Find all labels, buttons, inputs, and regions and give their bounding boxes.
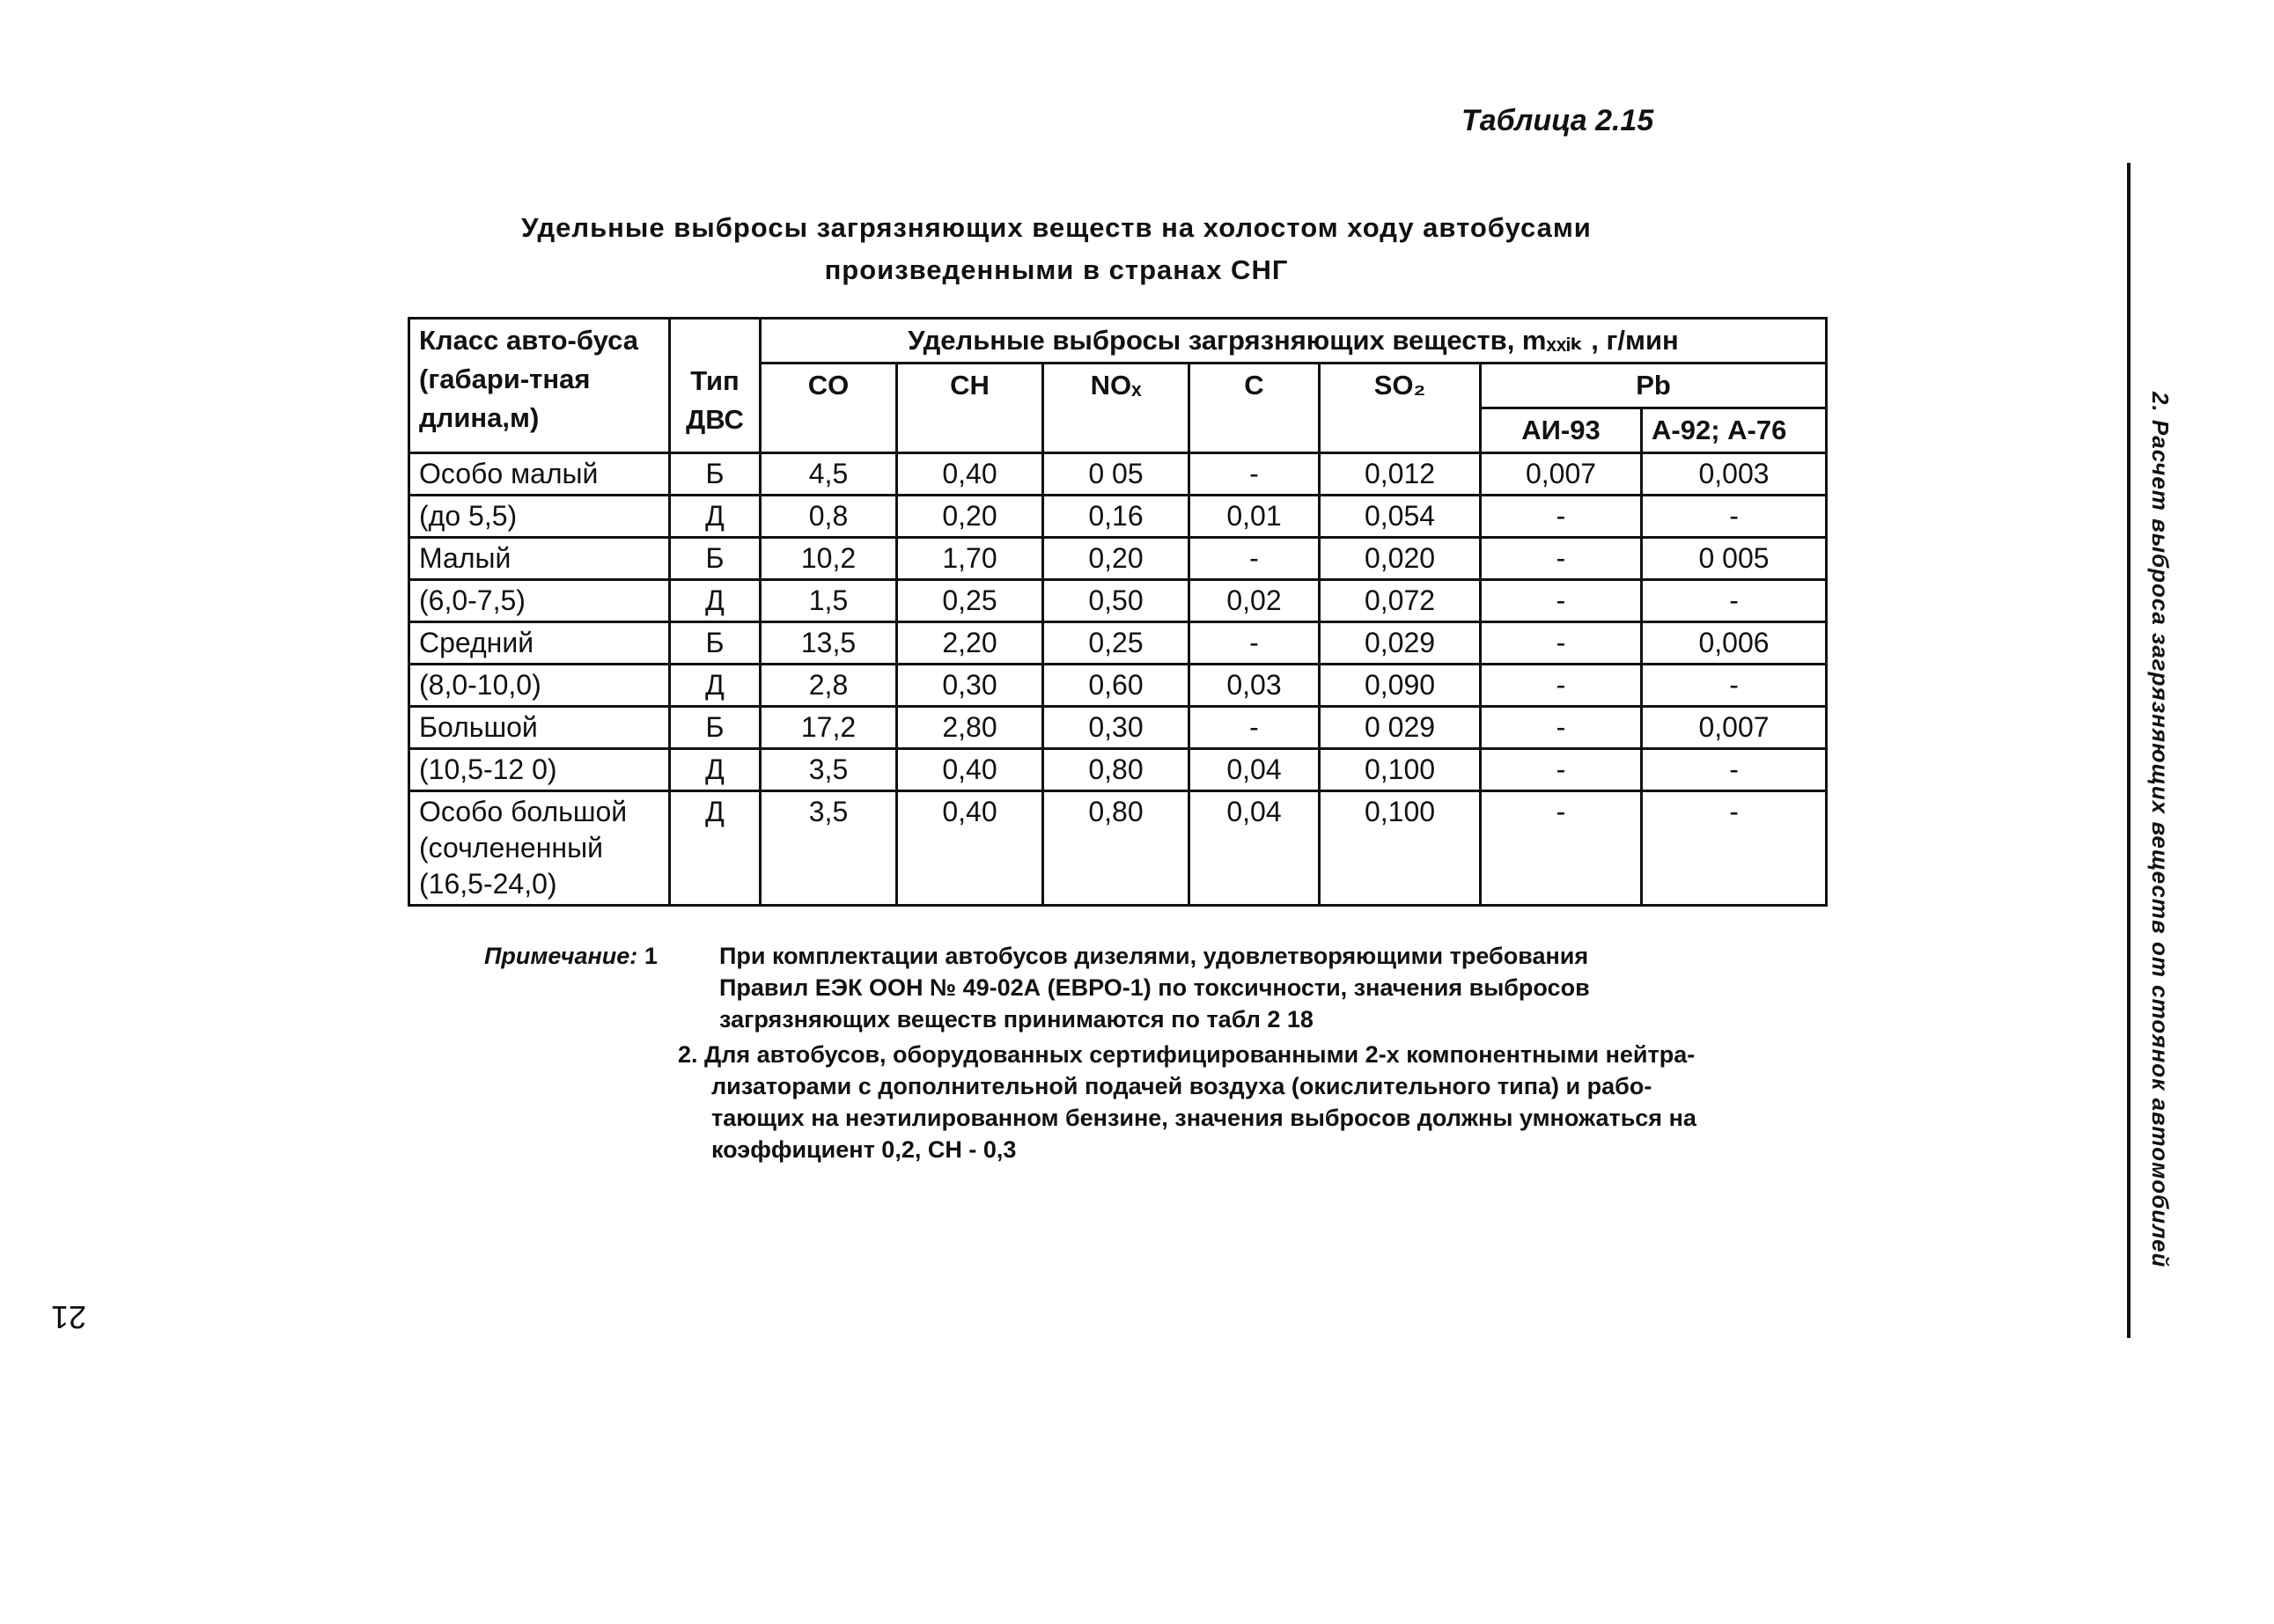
row-nox: 0,80 (1043, 791, 1189, 906)
row-c: 0,03 (1189, 665, 1320, 707)
note-line: При комплектации автобусов дизелями, удовлетворяющими требования (719, 943, 1589, 969)
row-pb92: - (1642, 496, 1827, 538)
row-nox: 0,60 (1043, 665, 1189, 707)
header-co: CO (761, 364, 897, 453)
row-pb93: - (1481, 665, 1642, 707)
note-line: лизаторами с дополнительной подачей воздуха (окислительного типа) и рабо- (711, 1073, 1652, 1099)
note-line: 2. Для автобусов, оборудованных сертифицированными 2-х компонентными нейтра- (678, 1041, 1696, 1068)
note-line: коэффициент 0,2, CH - 0,3 (711, 1136, 1017, 1163)
row-class-line: (16,5-24,0) (419, 868, 557, 900)
row-nox: 0,50 (1043, 580, 1189, 622)
row-c: 0,02 (1189, 580, 1320, 622)
row-so2: 0 029 (1320, 707, 1481, 749)
row-ch: 0,40 (897, 749, 1043, 791)
header-so2: SO₂ (1320, 364, 1481, 453)
table-row (409, 749, 1827, 791)
note-line: загрязняющих веществ принимаются по табл 2 18 (719, 1006, 1314, 1032)
header-group-title: Удельные выбросы загрязняющих веществ, mₓₓᵢₖ , г/мин (761, 319, 1827, 364)
row-type: Д (670, 791, 761, 906)
row-class: Особо малый (409, 453, 670, 496)
emissions-table (408, 317, 1828, 907)
row-class: (6,0-7,5) (409, 580, 670, 622)
row-nox: 0,20 (1043, 538, 1189, 580)
row-so2: 0,072 (1320, 580, 1481, 622)
title-line-2: произведенными в странах СНГ (824, 254, 1289, 285)
row-type: Б (670, 453, 761, 496)
row-type: Б (670, 707, 761, 749)
table-row (409, 707, 1827, 749)
row-type: Б (670, 538, 761, 580)
row-nox: 0 05 (1043, 453, 1189, 496)
row-co: 1,5 (761, 580, 897, 622)
table-row (409, 622, 1827, 665)
row-so2: 0,029 (1320, 622, 1481, 665)
row-class: (10,5-12 0) (409, 749, 670, 791)
title-line-1: Удельные выбросы загрязняющих веществ на холостом ходу автобусами (521, 212, 1592, 243)
table-row (409, 791, 1827, 906)
header-class: Класс авто-буса (габари-тная длина,м) (409, 319, 670, 453)
row-so2: 0,100 (1320, 749, 1481, 791)
table-number: Таблица 2.15 (1461, 104, 1654, 137)
row-ch: 0,40 (897, 791, 1043, 906)
row-class-line: Особо большой (419, 796, 628, 827)
row-pb92: - (1642, 791, 1827, 906)
margin-rule (2127, 163, 2130, 1338)
row-type: Д (670, 665, 761, 707)
row-class-line: (сочлененный (419, 832, 603, 863)
row-pb93: - (1481, 496, 1642, 538)
table-row (409, 665, 1827, 707)
row-pb92: - (1642, 749, 1827, 791)
note-line: тающих на неэтилированном бензине, значения выбросов должны умножаться на (711, 1105, 1696, 1131)
row-type: Д (670, 580, 761, 622)
header-ch: CH (897, 364, 1043, 453)
row-co: 2,8 (761, 665, 897, 707)
row-pb93: - (1481, 580, 1642, 622)
note-item-1-number: 1 (644, 943, 658, 969)
row-pb92: - (1642, 665, 1827, 707)
row-type: Д (670, 496, 761, 538)
row-class: (до 5,5) (409, 496, 670, 538)
row-c: 0,04 (1189, 791, 1320, 906)
header-c: C (1189, 364, 1320, 453)
row-co: 3,5 (761, 791, 897, 906)
row-nox: 0,16 (1043, 496, 1189, 538)
row-ch: 0,25 (897, 580, 1043, 622)
header-pb: Pb (1481, 364, 1827, 408)
note-label: Примечание: (484, 943, 638, 969)
table-title (414, 207, 1699, 291)
note-item-1-text (709, 940, 1893, 1035)
note-label-row (484, 940, 709, 1035)
row-ch: 2,20 (897, 622, 1043, 665)
row-pb93: - (1481, 791, 1642, 906)
row-class: Средний (409, 622, 670, 665)
row-pb93: - (1481, 622, 1642, 665)
header-engine-type: Тип ДВС (670, 319, 761, 453)
row-c: - (1189, 707, 1320, 749)
row-pb92: 0,006 (1642, 622, 1827, 665)
row-so2: 0,020 (1320, 538, 1481, 580)
row-ch: 0,20 (897, 496, 1043, 538)
row-class: (8,0-10,0) (409, 665, 670, 707)
row-nox: 0,25 (1043, 622, 1189, 665)
row-pb93: - (1481, 538, 1642, 580)
row-co: 17,2 (761, 707, 897, 749)
row-pb92: - (1642, 580, 1827, 622)
note-item-1 (484, 940, 1893, 1035)
note-line: Правил ЕЭК ООН № 49-02А (ЕВРО-1) по токсичности, значения выбросов (719, 974, 1590, 1001)
page-number: 21 (51, 1299, 87, 1335)
row-so2: 0,012 (1320, 453, 1481, 496)
row-class: Большой (409, 707, 670, 749)
running-head: 2. Расчет выброса загрязняющих веществ от стоянок автомобилей (2147, 392, 2174, 1268)
table-row (409, 496, 1827, 538)
header-nox: NOₓ (1043, 364, 1189, 453)
table-note (484, 940, 1893, 1165)
row-ch: 2,80 (897, 707, 1043, 749)
row-so2: 0,090 (1320, 665, 1481, 707)
row-pb93: 0,007 (1481, 453, 1642, 496)
row-nox: 0,80 (1043, 749, 1189, 791)
row-c: - (1189, 453, 1320, 496)
row-co: 10,2 (761, 538, 897, 580)
row-type: Б (670, 622, 761, 665)
row-co: 13,5 (761, 622, 897, 665)
row-c: 0,04 (1189, 749, 1320, 791)
table-row (409, 580, 1827, 622)
header-pb-a92: А-92; А-76 (1642, 408, 1827, 453)
row-ch: 1,70 (897, 538, 1043, 580)
row-c: - (1189, 538, 1320, 580)
row-so2: 0,054 (1320, 496, 1481, 538)
row-co: 4,5 (761, 453, 897, 496)
row-so2: 0,100 (1320, 791, 1481, 906)
row-ch: 0,40 (897, 453, 1043, 496)
row-c: - (1189, 622, 1320, 665)
row-pb92: 0,007 (1642, 707, 1827, 749)
row-ch: 0,30 (897, 665, 1043, 707)
row-pb93: - (1481, 749, 1642, 791)
table-row (409, 453, 1827, 496)
note-item-2 (678, 1039, 1893, 1165)
row-nox: 0,30 (1043, 707, 1189, 749)
row-pb92: 0 005 (1642, 538, 1827, 580)
row-class: Малый (409, 538, 670, 580)
row-pb92: 0,003 (1642, 453, 1827, 496)
row-co: 3,5 (761, 749, 897, 791)
row-pb93: - (1481, 707, 1642, 749)
header-pb-ai93: АИ-93 (1481, 408, 1642, 453)
table-row (409, 538, 1827, 580)
row-class (409, 791, 670, 906)
row-type: Д (670, 749, 761, 791)
row-co: 0,8 (761, 496, 897, 538)
row-c: 0,01 (1189, 496, 1320, 538)
